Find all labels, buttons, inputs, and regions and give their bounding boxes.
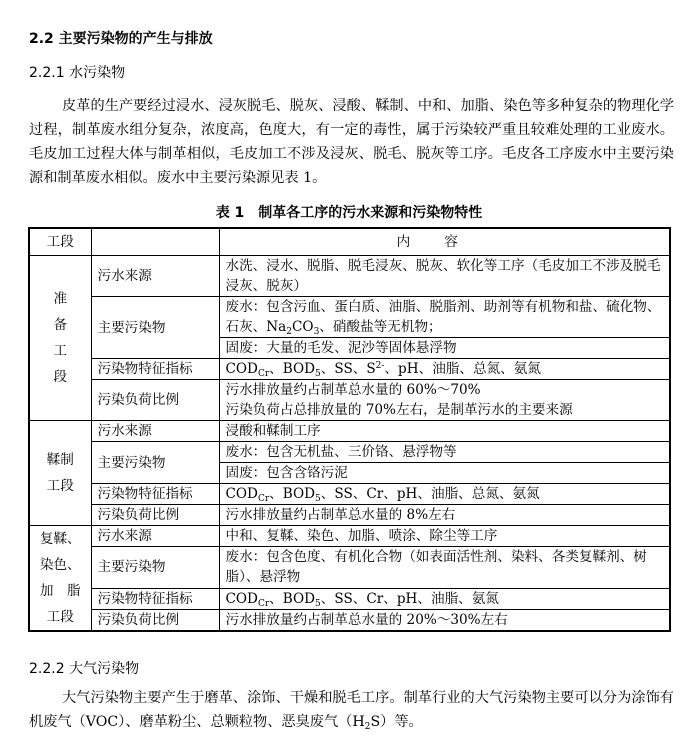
- text-span: 、BOD: [269, 590, 316, 607]
- table-row: [29, 609, 670, 631]
- retanning-index-cell: [219, 588, 670, 609]
- table-row: [29, 588, 670, 609]
- text-span: 、SS、Cr、pH、油脂、氨氮: [320, 590, 499, 607]
- stage-prep-char: 准: [53, 291, 68, 307]
- text-span: COD: [225, 590, 258, 607]
- air-pollutants-paragraph: [29, 686, 674, 734]
- header-content: 内容: [219, 228, 670, 256]
- table-header-row: [29, 228, 670, 256]
- subscript: 5: [315, 598, 321, 609]
- text-span: 、BOD: [269, 486, 316, 502]
- stage-prep-char: 段: [53, 369, 68, 385]
- tanning-source-cell: 浸酸和鞣制工序: [219, 421, 670, 442]
- water-pollutants-paragraph: 皮革的生产要经过浸水、浸灰脱毛、脱灰、浸酸、鞣制、中和、加脂、染色等多种复杂的物理化学过程，制革废水组分复杂，浓度高，色度大，有一定的毒性，属于污染较严重且较难处理的工业废水。毛皮加工过程大体与制革相似，毛皮加工不涉及浸灰、脱毛、脱灰等工序。毛皮各工序废水中主要污染源和制革废水相似。废水中主要污染源见表 1。: [29, 98, 674, 186]
- subscript: Cr: [257, 598, 270, 609]
- category-main: 主要污染物: [91, 547, 219, 588]
- subsection-heading-air: 2.2.2 大气污染物: [29, 661, 140, 677]
- stage-retanning-cell: [29, 526, 91, 632]
- table-caption: 表 1 制革各工序的污水来源和污染物特性: [215, 205, 483, 221]
- category-source: 污水来源: [91, 256, 219, 297]
- text-span: COD: [225, 486, 258, 502]
- subscript: 3: [313, 327, 320, 337]
- text-span: 、SS、Cr、pH、油脂、总氮、氨氮: [320, 486, 540, 502]
- tanning-load-cell: 污水排放量约占制革总水量的 8%左右: [219, 505, 670, 526]
- text-span: S）等。: [370, 714, 423, 730]
- category-main: 主要污染物: [91, 297, 219, 359]
- stage-prep-char: 备: [53, 317, 68, 333]
- stage-retanning-line: 工段: [46, 609, 74, 625]
- text-span: CO: [292, 319, 314, 335]
- stage-prep-char: 工: [53, 343, 68, 359]
- table-row: [29, 297, 670, 338]
- table-row: [29, 484, 670, 505]
- subscript: 5: [315, 369, 321, 379]
- retanning-load-cell: 污水排放量约占制革总水量的 20%～30%左右: [219, 609, 670, 631]
- category-load: 污染负荷比例: [91, 609, 219, 631]
- stage-retanning-line: 染色、: [39, 557, 81, 573]
- text-line: 污染负荷占总排放量的 70%左右，是制革污水的主要来源: [225, 402, 573, 418]
- table-row: [29, 421, 670, 442]
- text-span: COD: [225, 361, 258, 377]
- section-heading: 2.2 主要污染物的产生与排放: [29, 31, 213, 47]
- text-span: 、pH、油脂、总氮、氨氮: [384, 361, 541, 377]
- stage-tanning-cell: [29, 421, 91, 526]
- stage-retanning-line: 复鞣、: [39, 531, 81, 547]
- category-load: 污染负荷比例: [91, 380, 219, 421]
- subsection-heading-water: 2.2.1 水污染物: [29, 65, 126, 81]
- table-row: [29, 359, 670, 380]
- category-source: 污水来源: [91, 526, 219, 547]
- prep-main-wastewater: [219, 297, 670, 338]
- stage-tanning-line: 鞣制: [46, 452, 74, 468]
- subscript: 2: [286, 327, 293, 337]
- table-row: [29, 505, 670, 526]
- superscript: 2-: [375, 361, 385, 371]
- stage-retanning-line: 加 脂: [39, 583, 81, 599]
- category-main: 主要污染物: [91, 442, 219, 484]
- subscript: 5: [315, 494, 321, 504]
- text-span: 、SS、S: [320, 361, 376, 377]
- prep-index-cell: [219, 359, 670, 380]
- subscript: Cr: [257, 369, 270, 379]
- prep-source-cell: 水洗、浸水、脱脂、脱毛浸灰、脱灰、软化等工序（毛皮加工不涉及脱毛浸灰、脱灰）: [219, 256, 670, 297]
- header-stage: 工段: [29, 228, 91, 256]
- retanning-main-cell: 废水：包含色度、有机化合物（如表面活性剂、染料、各类复鞣剂、树脂）、悬浮物: [219, 547, 670, 588]
- pollutant-table: [28, 227, 671, 632]
- category-index: 污染物特征指标: [91, 588, 219, 609]
- stage-tanning-line: 工段: [46, 478, 74, 494]
- category-load: 污染负荷比例: [91, 505, 219, 526]
- category-source: 污水来源: [91, 421, 219, 442]
- table-row: [29, 526, 670, 547]
- text-span: 废水：包含污血、蛋白质、油脂、脱脂剂、助剂等有机物和盐、硫化物、石灰、Na: [225, 299, 661, 335]
- table-row: [29, 380, 670, 421]
- text-line: 污水排放量约占制革总水量的 60%～70%: [225, 382, 481, 398]
- tanning-main-solid: 固废：包含含铬污泥: [219, 463, 670, 484]
- text-span: 、硝酸盐等无机物；: [319, 319, 442, 335]
- tanning-index-cell: [219, 484, 670, 505]
- table-row: [29, 256, 670, 297]
- category-index: 污染物特征指标: [91, 359, 219, 380]
- stage-prep-cell: [29, 256, 91, 421]
- header-empty: [91, 228, 219, 256]
- table-row: [29, 547, 670, 588]
- retanning-source-cell: 中和、复鞣、染色、加脂、喷涂、除尘等工序: [219, 526, 670, 547]
- tanning-main-wastewater: 废水：包含无机盐、三价铬、悬浮物等: [219, 442, 670, 463]
- category-index: 污染物特征指标: [91, 484, 219, 505]
- prep-load-cell: [219, 380, 670, 421]
- text-span: 大气污染物主要产生于磨革、涂饰、干燥和脱毛工序。制革行业的大气污染物主要可以分为涂饰有机废气（VOC）、磨革粉尘、总颗粒物、恶臭废气（H: [29, 690, 674, 730]
- subscript: 2: [364, 722, 371, 732]
- table-row: [29, 442, 670, 463]
- prep-main-solid: 固废：大量的毛发、泥沙等固体悬浮物: [219, 338, 670, 359]
- subscript: Cr: [257, 494, 270, 504]
- text-span: 、BOD: [269, 361, 316, 377]
